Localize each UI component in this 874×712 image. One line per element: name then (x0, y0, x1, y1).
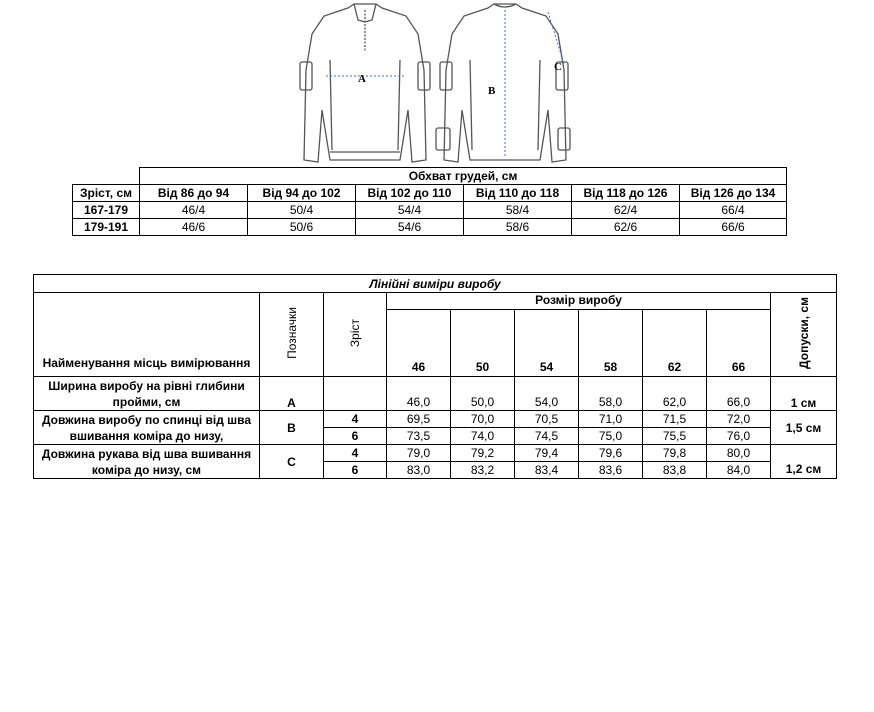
size-cell: 54/6 (356, 219, 464, 236)
tolerance-cell: 1,5 см (771, 411, 837, 445)
value-cell: 79,2 (451, 445, 515, 462)
value-cell: 79,0 (387, 445, 451, 462)
label-c: C (554, 61, 562, 73)
value-cell: 70,5 (515, 411, 579, 428)
height-cell: 4 (324, 445, 387, 462)
size-column-header: 58 (579, 310, 643, 377)
size-cell: 46/6 (140, 219, 248, 236)
height-cell: 4 (324, 411, 387, 428)
place-name-header: Найменування місць вимірювання (34, 293, 260, 377)
height-header: Зріст, см (73, 185, 140, 202)
value-cell: 70,0 (451, 411, 515, 428)
value-cell: 83,8 (643, 462, 707, 479)
size-cell: 50/4 (248, 202, 356, 219)
table-row (73, 219, 787, 236)
size-cell: 66/6 (680, 219, 787, 236)
mark-header (260, 293, 324, 377)
measurements-table (33, 274, 837, 479)
size-column-header: 46 (387, 310, 451, 377)
place-name-cell: Довжина рукава від шва вшивання коміра до низу, см (34, 445, 260, 479)
mark-cell: C (260, 445, 324, 479)
size-chart-corner (73, 168, 140, 185)
value-cell: 54,0 (515, 377, 579, 411)
chest-range-header: Від 110 до 118 (464, 185, 572, 202)
tolerance-cell: 1,2 см (771, 445, 837, 479)
size-cell: 50/6 (248, 219, 356, 236)
height-cell (324, 377, 387, 411)
tolerance-cell: 1 см (771, 377, 837, 411)
measurements-title: Лінійні виміри виробу (34, 275, 837, 293)
value-cell: 74,0 (451, 428, 515, 445)
size-cell: 54/4 (356, 202, 464, 219)
table-row (34, 411, 837, 428)
value-cell: 46,0 (387, 377, 451, 411)
value-cell: 79,4 (515, 445, 579, 462)
size-cell: 66/4 (680, 202, 787, 219)
size-cell: 62/4 (572, 202, 680, 219)
value-cell: 74,5 (515, 428, 579, 445)
size-column-header: 62 (643, 310, 707, 377)
value-cell: 69,5 (387, 411, 451, 428)
table-row (34, 377, 837, 411)
value-cell: 83,6 (579, 462, 643, 479)
value-cell: 83,2 (451, 462, 515, 479)
height-header (324, 293, 387, 377)
size-cell: 62/6 (572, 219, 680, 236)
value-cell: 72,0 (707, 411, 771, 428)
tolerance-header (771, 293, 837, 377)
height-cell: 179-191 (73, 219, 140, 236)
size-cell: 58/4 (464, 202, 572, 219)
height-cell: 167-179 (73, 202, 140, 219)
value-cell: 66,0 (707, 377, 771, 411)
value-cell: 75,0 (579, 428, 643, 445)
size-column-header: 54 (515, 310, 579, 377)
height-cell: 6 (324, 428, 387, 445)
value-cell: 76,0 (707, 428, 771, 445)
value-cell: 58,0 (579, 377, 643, 411)
value-cell: 62,0 (643, 377, 707, 411)
mark-cell: A (260, 377, 324, 411)
place-name-cell: Ширина виробу на рівні глибини пройми, см (34, 377, 260, 411)
label-a: A (358, 73, 366, 85)
garment-sketch (296, 0, 572, 166)
tolerance-header-text: Допуски, см (796, 297, 811, 369)
height-header-text: Зріст (348, 318, 362, 348)
value-cell: 84,0 (707, 462, 771, 479)
chest-range-header: Від 86 до 94 (140, 185, 248, 202)
place-name-cell: Довжина виробу по спинці від шва вшивання коміра до низу, (34, 411, 260, 445)
table-row (73, 202, 787, 219)
label-b: B (488, 85, 496, 97)
chest-range-header: Від 94 до 102 (248, 185, 356, 202)
table-row (34, 445, 837, 462)
size-cell: 58/6 (464, 219, 572, 236)
size-column-header: 66 (707, 310, 771, 377)
value-cell: 83,0 (387, 462, 451, 479)
size-chart-table (72, 167, 787, 236)
value-cell: 50,0 (451, 377, 515, 411)
chest-range-header: Від 118 до 126 (572, 185, 680, 202)
chest-range-header: Від 126 до 134 (680, 185, 787, 202)
chest-girth-header: Обхват грудей, см (140, 168, 787, 185)
value-cell: 80,0 (707, 445, 771, 462)
value-cell: 79,6 (579, 445, 643, 462)
mark-cell: B (260, 411, 324, 445)
size-column-header: 50 (451, 310, 515, 377)
size-header: Розмір виробу (387, 293, 771, 310)
value-cell: 71,5 (643, 411, 707, 428)
value-cell: 75,5 (643, 428, 707, 445)
value-cell: 79,8 (643, 445, 707, 462)
height-cell: 6 (324, 462, 387, 479)
value-cell: 71,0 (579, 411, 643, 428)
value-cell: 83,4 (515, 462, 579, 479)
mark-header-text: Позначки (284, 307, 299, 359)
value-cell: 73,5 (387, 428, 451, 445)
chest-range-header: Від 102 до 110 (356, 185, 464, 202)
size-cell: 46/4 (140, 202, 248, 219)
